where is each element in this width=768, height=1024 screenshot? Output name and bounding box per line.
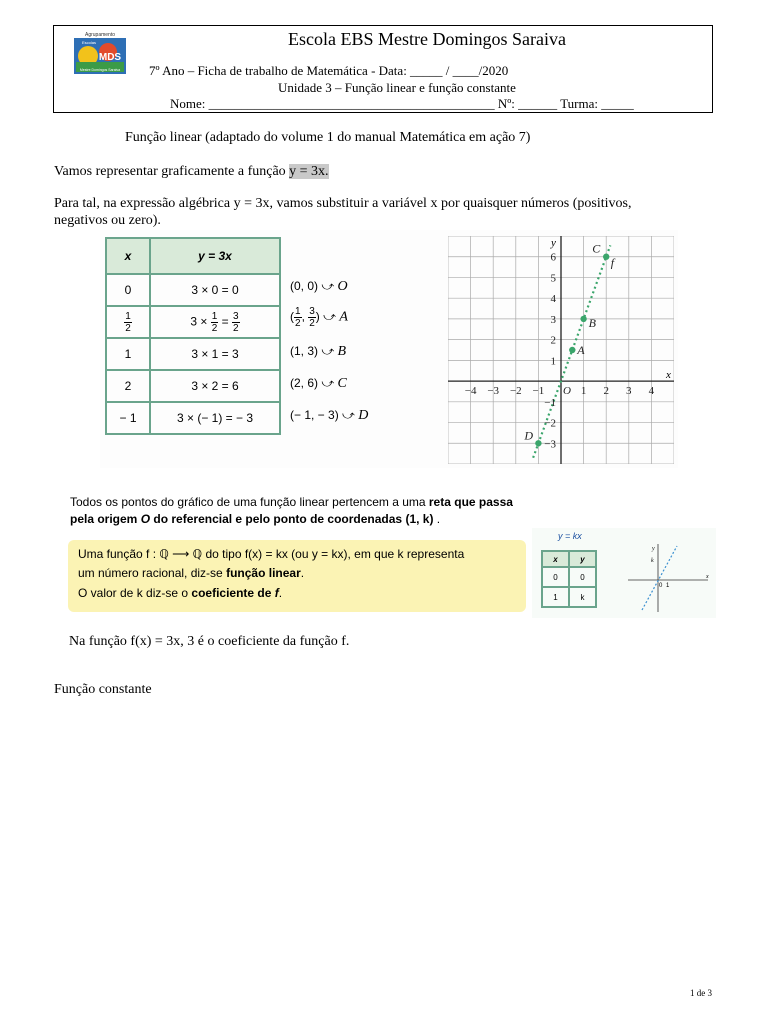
worksheet-line: 7º Ano – Ficha de trabalho de Matemática - Data: _____ / ____/2020 [149, 63, 509, 78]
school-logo [70, 30, 130, 76]
y-tick-label: 4 [550, 293, 556, 306]
student-fields [170, 96, 634, 112]
svg-text:k: k [651, 558, 654, 564]
pair-row: ( $\frac{1}{2}$ , $\frac{3}{2}$ ) ⤻ A [290, 306, 348, 329]
point-label: A [577, 343, 585, 357]
svg-text:MDS: MDS [98, 52, 122, 63]
x-tick-label: 3 [626, 385, 632, 398]
y-tick-label: −3 [544, 438, 556, 451]
cell-calc: 3 × $\frac{1}{2}$ = $\frac{3}{2}$ [150, 306, 280, 338]
table-row [106, 402, 280, 434]
conclusion-text: Na função f(x) = 3x, 3 é o coeficiente da função f. [69, 634, 350, 649]
svg-text:1: 1 [666, 583, 670, 589]
function-highlight: y = 3x. [289, 164, 329, 179]
cell-calc: 3 × 0 = 0 [150, 274, 280, 306]
next-section-title: Função constante [54, 682, 152, 697]
y-tick-label: 1 [550, 355, 556, 368]
y-tick-label: 3 [550, 313, 556, 326]
small-graph [622, 540, 714, 614]
x-tick-label: −2 [509, 385, 522, 398]
cell-calc: 3 × 2 = 6 [150, 370, 280, 402]
cell-x: 0 [106, 274, 150, 306]
represent-label: Vamos representar graficamente a função [54, 164, 286, 179]
table-row [106, 274, 280, 306]
section-title: Função linear (adaptado do volume 1 do manual Matemática em ação 7) [125, 130, 531, 145]
data-point [535, 440, 541, 446]
cell-calc: 3 × (− 1) = − 3 [150, 402, 280, 434]
y-tick-label: 6 [550, 251, 556, 264]
y-tick-label: −2 [544, 417, 556, 430]
school-name: Escola EBS Mestre Domingos Saraiva [288, 29, 566, 49]
theory-line-1: Todos os pontos do gráfico de uma função linear pertencem a uma reta que passa [70, 495, 513, 509]
definition-line-3: O valor de k diz-se o coeficiente de f. [78, 586, 283, 600]
small-figure-title: y = kx [558, 531, 582, 541]
data-point [569, 347, 575, 353]
x-tick-label: −3 [487, 385, 500, 398]
header-y: y = 3x [150, 238, 280, 274]
x-tick-label: −4 [464, 385, 477, 398]
values-table [105, 237, 281, 435]
header-x: x [106, 238, 150, 274]
y-axis-label: y [551, 237, 556, 249]
svg-text:0: 0 [659, 583, 663, 589]
represent-text [54, 164, 329, 180]
curved-arrow-icon: ⤻ [323, 309, 336, 324]
unit-line: Unidade 3 – Função linear e função constante [278, 80, 516, 95]
y-tick-label: 5 [550, 272, 556, 285]
x-tick-label: 4 [648, 385, 655, 398]
pair-row: (− 1, − 3) ⤻ D [290, 408, 369, 423]
cell-x: 1 [106, 338, 150, 370]
definition-line-2: um número racional, diz-se função linear. [78, 566, 305, 580]
point-label: D [524, 428, 534, 443]
data-point [603, 254, 609, 260]
x-tick-label: O [563, 385, 571, 398]
curved-arrow-icon: ⤻ [342, 408, 355, 422]
cell-x: $\frac{1}{2}$ [106, 306, 150, 338]
curved-arrow-icon: ⤻ [321, 344, 335, 358]
svg-text:Escolas: Escolas [82, 40, 97, 45]
table-header-row [106, 238, 280, 274]
class-label: Turma: _____ [560, 96, 634, 111]
pair-row: (1, 3) ⤻ B [290, 344, 347, 359]
x-tick-label: 1 [580, 385, 587, 398]
pair-row: (2, 6) ⤻ C [290, 376, 347, 391]
page-number: 1 de 3 [690, 988, 712, 998]
svg-text:Agrupamento: Agrupamento [84, 32, 116, 38]
function-label: f [610, 255, 615, 270]
table-row [106, 370, 280, 402]
y-tick-label: 2 [550, 334, 556, 347]
table-row [106, 338, 280, 370]
x-axis-label: x [666, 369, 671, 382]
name-blank: ____________________________________________ [208, 96, 495, 111]
number-label: Nº: ______ [497, 96, 558, 111]
theory-line-2: pela origem O do referencial e pelo ponto de coordenadas (1, k) . [70, 512, 441, 526]
paragraph-line-2: negativos ou zero). [54, 213, 161, 228]
svg-text:x: x [706, 574, 709, 580]
point-label: C [592, 241, 601, 256]
definition-line-1: Uma função f : ℚ ⟶ ℚ do tipo f(x) = kx (ou y = kx), em que k representa [78, 547, 465, 561]
data-point [580, 316, 586, 322]
x-tick-label: −1 [532, 385, 545, 398]
pair-row: (0, 0) ⤻ O [290, 279, 348, 294]
cell-calc: 3 × 1 = 3 [150, 338, 280, 370]
curved-arrow-icon: ⤻ [321, 279, 335, 293]
x-tick-label: 2 [603, 385, 609, 398]
cell-x: − 1 [106, 402, 150, 434]
function-graph [448, 236, 674, 464]
paragraph-line-1: Para tal, na expressão algébrica y = 3x, vamos substituir a variável x por quaisquer números (positivos, [54, 196, 632, 211]
svg-text:y: y [652, 546, 655, 552]
name-label: Nome: [170, 96, 206, 111]
point-label: B [588, 315, 596, 330]
svg-text:Mestre Domingos Saraiva: Mestre Domingos Saraiva [79, 68, 121, 72]
small-values-table: x y 0 0 1 k [541, 550, 597, 608]
coordinate-pairs [290, 270, 450, 440]
table-row [106, 306, 280, 338]
curved-arrow-icon: ⤻ [321, 376, 335, 390]
cell-x: 2 [106, 370, 150, 402]
y-tick-label: −1 [544, 396, 556, 409]
